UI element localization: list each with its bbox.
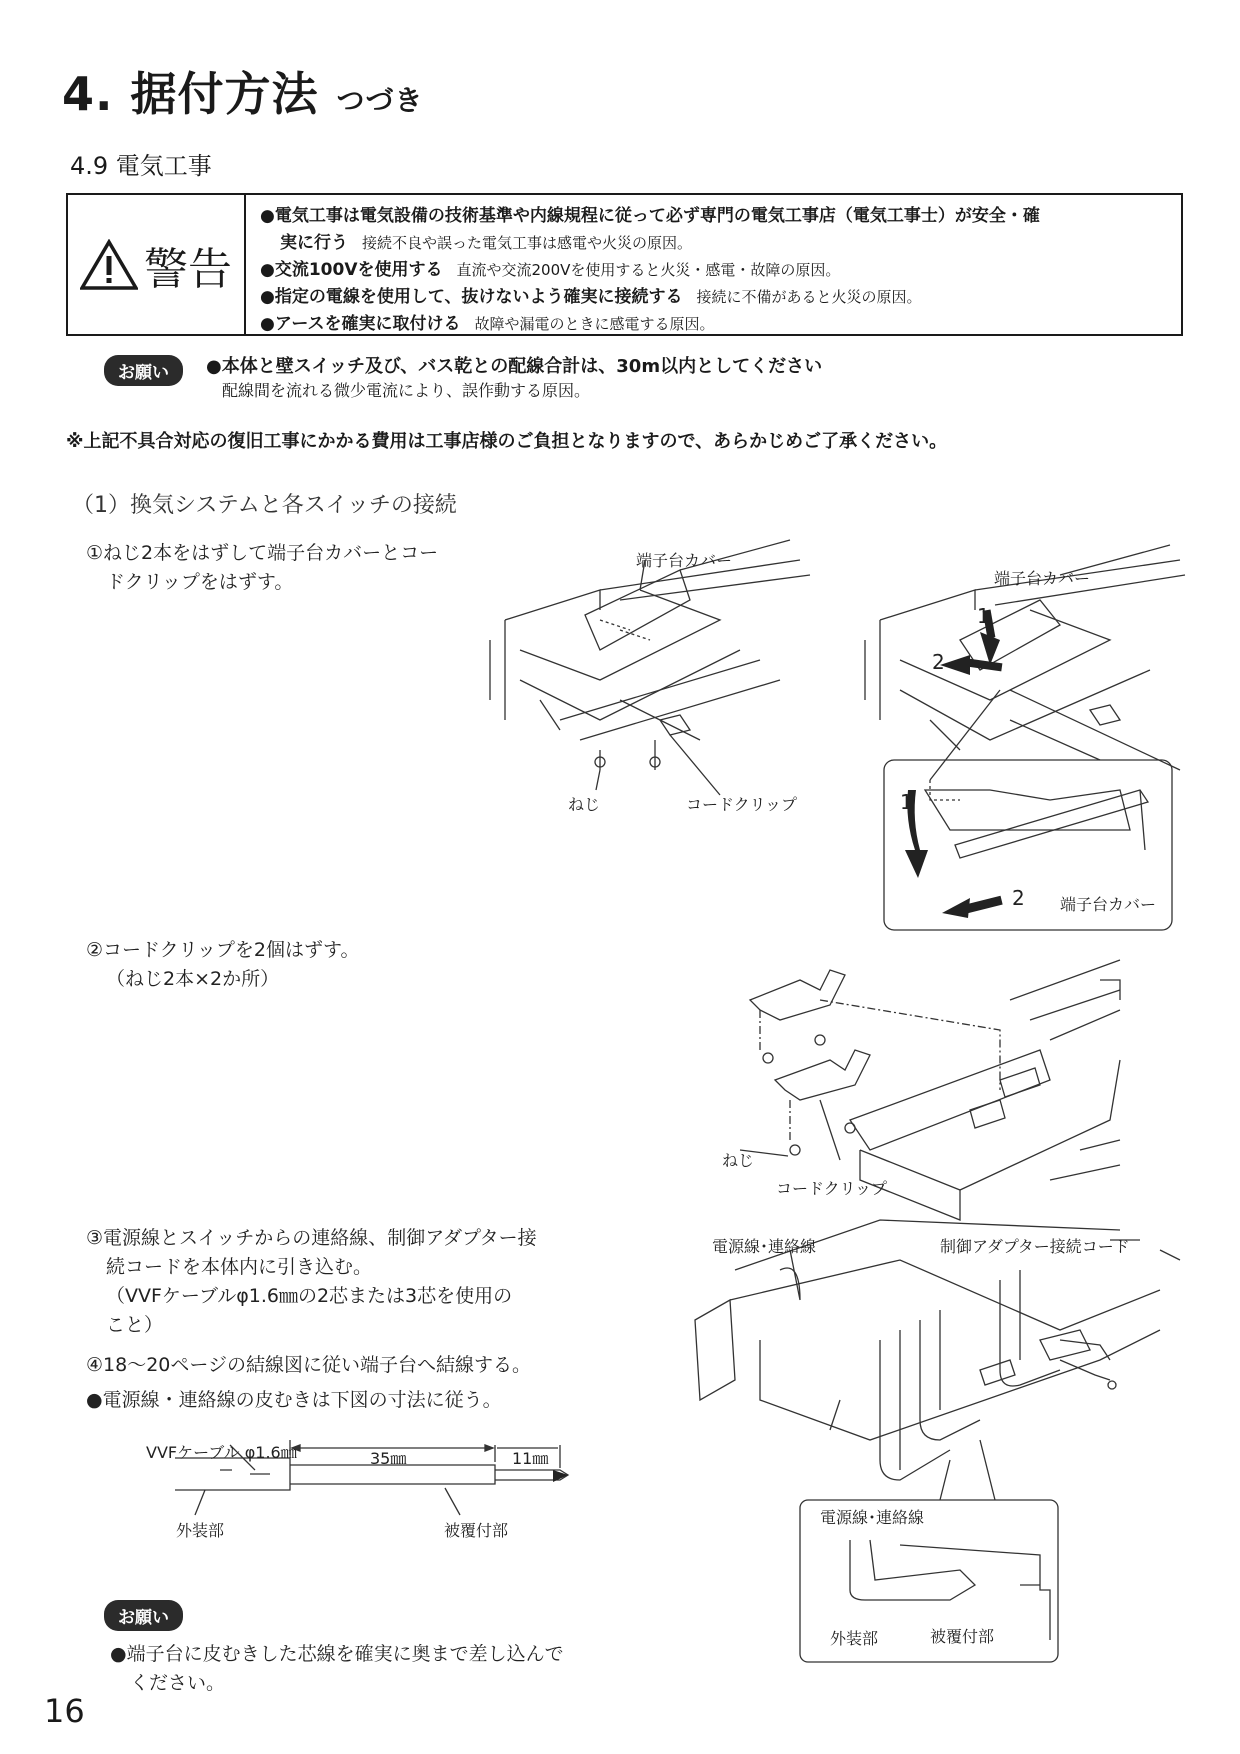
label-terminal-cover: 端子台カバー (994, 569, 1091, 588)
step-3-line: こと） (106, 1314, 164, 1336)
title-text: 4. 据付方法 (62, 67, 319, 121)
label-coated: 被覆付部 (930, 1627, 995, 1646)
arrow-number: 2 (1012, 886, 1025, 910)
label-terminal-cover: 端子台カバー (636, 551, 733, 570)
request-pill: お願い (104, 355, 183, 386)
label-screw: ねじ (722, 1151, 755, 1170)
figure-1b (865, 545, 1185, 930)
label-terminal-cover: 端子台カバー (1060, 895, 1157, 914)
cost-notice: ※上記不具合対応の復旧工事にかかる費用は工事店様のご負担となりますので、あらかじめご了承ください。 (66, 431, 948, 452)
step-1-line: ドクリップをはずす。 (106, 571, 294, 593)
request-2-text (110, 1640, 564, 1698)
label-adapter-cord: 制御アダプター接続コード (940, 1237, 1130, 1256)
warning-item-note: 直流や交流200Vを使用すると火災・感電・故障の原因。 (456, 261, 841, 279)
request-text: ●本体と壁スイッチ及び、バス乾との配線合計は、30m以内としてください (206, 356, 823, 377)
step-2-line: ②コードクリップを2個はずす。 (86, 939, 360, 961)
request-subtext: 配線間を流れる微少電流により、誤作動する原因。 (222, 381, 591, 400)
label-outer: 外装部 (176, 1521, 225, 1540)
step-1-line: ①ねじ2本をはずして端子台カバーとコー (86, 542, 439, 564)
step-4-line: ④18～20ページの結線図に従い端子台へ結線する。 (86, 1354, 532, 1376)
request-2-line: ●端子台に皮むきした芯線を確実に奥まで差し込んで (110, 1643, 564, 1665)
figure-3 (695, 1220, 1180, 1662)
warning-item-bold: ●指定の電線を使用して、抜けないよう確実に接続する (260, 287, 683, 307)
direction-arrows (553, 610, 1003, 1482)
warning-item-note: 接続に不備があると火災の原因。 (696, 288, 922, 306)
label-code-clip: コードクリップ (776, 1179, 888, 1198)
label-dimension-35: 35㎜ (370, 1449, 407, 1468)
subsection-title: （1）換気システムと各スイッチの接続 (72, 493, 457, 518)
label-power-line: 電源線･連絡線 (820, 1508, 925, 1527)
title-continued: つづき (336, 84, 424, 117)
label-screw: ねじ (568, 795, 601, 814)
label-coated: 被覆付部 (444, 1521, 509, 1540)
arrow-number: 1 (977, 604, 990, 628)
page-number: 16 (44, 1692, 85, 1730)
label-power-line: 電源線･連絡線 (712, 1237, 817, 1256)
label-outer: 外装部 (830, 1629, 879, 1648)
label-vvf-cable: VVFケーブル φ1.6㎜ (146, 1443, 297, 1462)
warning-item-bold: ●電気工事は電気設備の技術基準や内線規程に従って必ず専門の電気工事店（電気工事士）が安全・確 (260, 206, 1040, 226)
label-code-clip: コードクリップ (686, 795, 798, 814)
request-2-line: ください。 (130, 1672, 226, 1694)
warning-item-note: 故障や漏電のときに感電する原因。 (474, 315, 715, 333)
warning-label-text: 警告 (144, 243, 232, 295)
label-dimension-11: 11㎜ (512, 1449, 549, 1468)
step-3-line: 続コードを本体内に引き込む。 (106, 1256, 373, 1278)
figure-1a (490, 540, 810, 795)
request-badge (104, 1600, 183, 1631)
request-pill: お願い (104, 1600, 183, 1631)
step-3-line: ③電源線とスイッチからの連絡線、制御アダプター接 (86, 1227, 537, 1249)
step-4-line: ●電源線・連絡線の皮むきは下図の寸法に従う。 (86, 1389, 502, 1411)
warning-item-bold: ●アースを確実に取付ける (260, 314, 461, 334)
warning-item-bold: 実に行う (280, 233, 348, 253)
step-3-line: （VVFケーブルφ1.6㎜の2芯または3芯を使用の (106, 1285, 513, 1307)
arrow-number: 2 (932, 650, 945, 674)
arrow-number: 1 (900, 790, 913, 814)
section-title: 4.9 電気工事 (70, 152, 212, 180)
step-2-line: （ねじ2本×2か所） (106, 968, 280, 990)
warning-item-bold: ●交流100Vを使用する (260, 260, 443, 280)
warning-item-note: 接続不良や誤った電気工事は感電や火災の原因。 (362, 234, 693, 252)
